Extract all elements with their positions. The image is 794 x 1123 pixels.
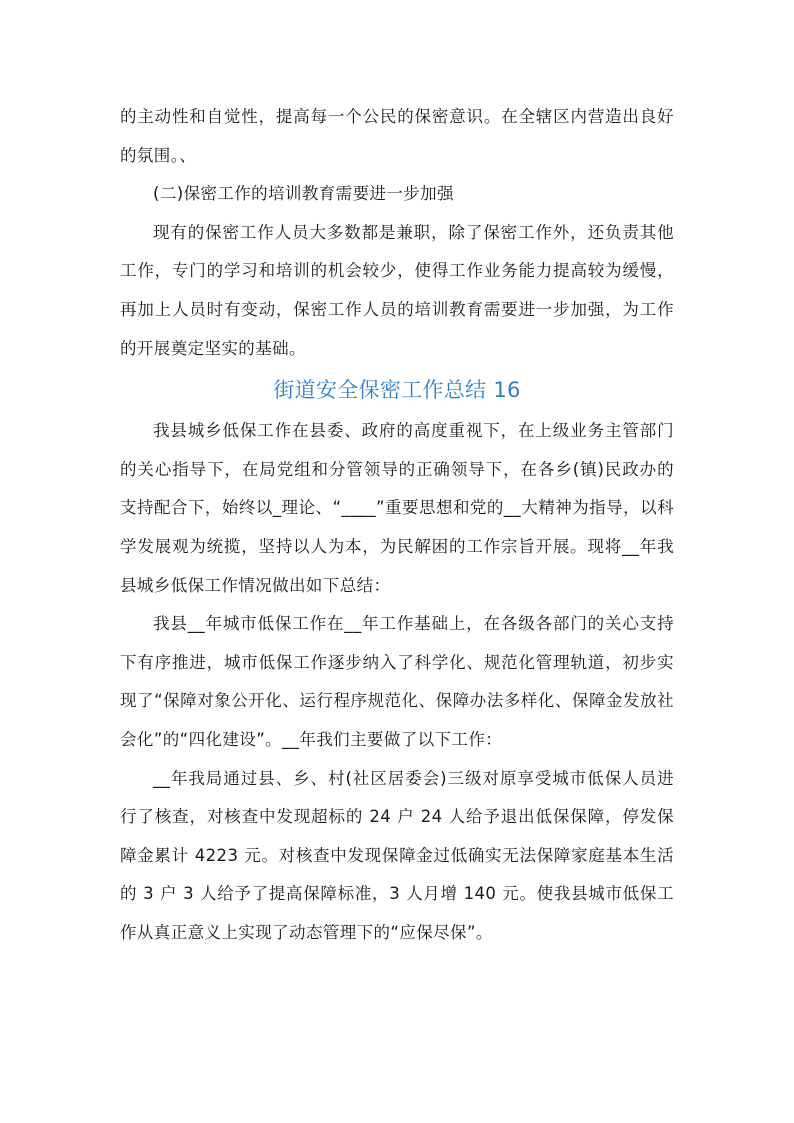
paragraph-urban-overview: 我县__年城市低保工作在__年工作基础上，在各级各部门的关心支持下有序推进，城市低保工作逐步纳入了科学化、规范化管理轨道，初步实现了“保障对象公开化、运行程序规范化、保障办法多样化、保障金发放社会化”的“四化建设”。__年我们主要做了以下工作： [120,614,674,749]
paragraph-verification: __年我局通过县、乡、村(社区居委会)三级对原享受城市低保人员进行了核查，对核查中发现超标的 24 户 24 人给予退出低保保障，停发保障金累计 4223 元。对核查中发现保障金过低确实无法保障家庭基本生活的 3 户 3 人给予了提高保障标准，3 人月增 140 元。使我县城市低保工作从真正意义上实现了动态管理下的“应保尽保”。 [120,768,674,942]
section-subheading: (二)保密工作的培训教育需要进一步加强 [153,184,454,204]
paragraph-intro: 我县城乡低保工作在县委、政府的高度重视下，在上级业务主管部门的关心指导下，在局党组和分管领导的正确领导下，在各乡(镇)民政办的支持配合下，始终以_理论、“____”重要思想和党的__大精神为指导，以科学发展观为统揽，坚持以人为本，为民解困的工作宗旨开展。现将__年我县城乡低保工作情况做出如下总结： [120,421,674,595]
document-page [120,98,674,952]
paragraph-continuation: 的主动性和自觉性，提高每一个公民的保密意识。在全辖区内营造出良好的氛围。、 [120,107,674,165]
paragraph-training: 现有的保密工作人员大多数都是兼职，除了保密工作外，还负责其他工作，专门的学习和培训的机会较少，使得工作业务能力提高较为缓慢，再加上人员时有变动，保密工作人员的培训教育需要进一步加强，为工作的开展奠定坚实的基础。 [120,222,674,358]
section-heading: 街道安全保密工作总结 16 [273,378,521,403]
